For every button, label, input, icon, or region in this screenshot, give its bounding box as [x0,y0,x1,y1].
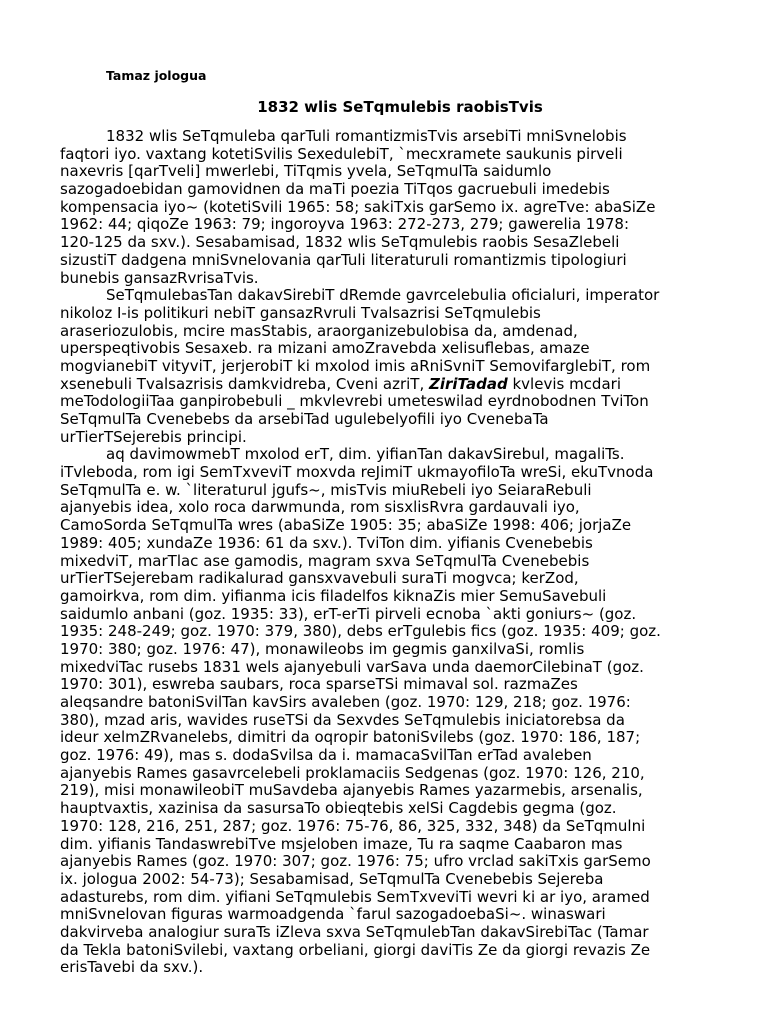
text-line: dakvirveba analogiur suraTs iZleva sxva SeTqmulebTan dakavSirebiTac (Tamar [60,922,649,941]
text-line: saidumlo anbani (goz. 1935: 33), erT-erTi pirveli ecnoba `akti goniurs~ (goz. [60,604,637,623]
text-line: ajanyebis Rames (goz. 1970: 307; goz. 1976: 75; ufro vrclad sakiTxis garSemo [60,852,651,871]
text-line: goz. 1976: 49), mas s. dodaSvilsa da i. mamacaSvilTan erTad avaleben [60,746,592,765]
text-line: da Tekla batoniSvilebi, vaxtang orbeliani, giorgi daviTis Ze da giorgi revazis Ze [60,940,651,959]
text-line [60,376,720,394]
document-body [60,128,720,977]
document-title: 1832 wlis SeTqmulebis raobisTvis [257,98,543,116]
text-line: SeTqmulebasTan dakavSirebiT dRemde gavrcelebulia oficialuri, imperator [106,286,660,305]
text-line: ajanyebis idea, xolo roca darwmunda, rom sisxlisRvra gardauvali iyo, [60,498,580,517]
text-line: mixedviTac rusebs 1831 wels ajanyebuli varSava unda daemorCilebinaT (goz. [60,657,644,676]
paragraph [60,287,720,446]
text-line: 1962: 44; qiqoZe 1963: 79; ingoroyva 1963: 272-273, 279; gawerelia 1978: [60,215,630,234]
text-line: ideur xelmZRvanelebs, dimitri da oqropir batoniSvilebs (goz. 1970: 186, 187; [60,728,641,747]
text-line: 1935: 248-249; goz. 1970: 379, 380), debs erTgulebis fics (goz. 1935: 409; goz. [60,622,661,641]
text-line: aq davimowmebT mxolod erT, dim. yifianTan dakavSirebul, magaliTs. [106,445,625,464]
text-line: 1970: 128, 216, 251, 287; goz. 1976: 75-76, 86, 325, 332, 348) da SeTqmulni [60,816,646,835]
text-line: kompensacia iyo~ (kotetiSvili 1965: 58; sakiTxis garSemo ix. agreTve: abaSiZe [60,197,656,216]
text-line: 120-125 da sxv.). Sesabamisad, 1832 wlis SeTqmulebis raobis SesaZlebeli [60,233,620,252]
text-line: 1970: 301), eswreba saubars, roca sparseTSi mimaval sol. razmaZes [60,675,578,694]
text-line: urTierTSejerebis principi. [60,427,247,446]
text-line: sizustiT dadgena mniSvnelovania qarTuli literaturuli romantizmis tipologiuri [60,250,627,269]
text-line: mixedviT, marTlac ase gamodis, magram sxva SeTqmulTa Cvenebebis [60,551,590,570]
text-line: sazogadoebidan gamovidnen da maTi poezia TiTqos gacruebuli imedebis [60,180,610,199]
paragraph [60,446,720,977]
text-line: faqtori iyo. vaxtang kotetiSvilis SexedulebiT, `mecxramete saukunis pirveli [60,144,623,163]
text-line: urTierTSejerebam radikalurad gansxvavebuli suraTi mogvca; kerZod, [60,569,579,588]
text-line: hauptvaxtis, xazinisa da sasursaTo obieqtebis xelSi Cagdebis gegma (goz. [60,799,617,818]
text-line: 380), mzad aris, wavides ruseTSi da Sexvdes SeTqmulebis iniciatorebsa da [60,710,625,729]
text-line: ajanyebis Rames gasavrcelebeli proklamaciis Sedgenas (goz. 1970: 126, 210, [60,763,645,782]
text-line: bunebis gansazRvrisaTvis. [60,268,259,287]
text-line: SeTqmulTa e. w. `literaturul jgufs~, misTvis miuRebeli iyo SeiaraRebuli [60,480,592,499]
text-line: uperspeqtivobis Sesaxeb. ra mizani amoZravebda xelisuflebas, amaze [60,339,590,358]
text-line: 1832 wlis SeTqmuleba qarTuli romantizmisTvis arsebiTi mniSvnelobis [106,127,627,145]
text-line: 1989: 405; xundaZe 1936: 61 da sxv.). TviTon dim. yifianis Cvenebebis [60,533,593,552]
text-line: aleqsandre batoniSvilTan kavSirs avaleben (goz. 1970: 129, 218; goz. 1976: [60,693,631,711]
text-line: CamoSorda SeTqmulTa wres (abaSiZe 1905: 35; abaSiZe 1998: 406; jorjaZe [60,516,632,535]
author-name: Tamaz jologua [106,68,207,83]
text-line: erisTavebi da sxv.). [60,958,204,977]
emphasized-word: ZiriTadad [428,374,508,393]
text-line: araseriozulobis, mcire masStabis, araorganizebulobisa da, amdenad, [60,321,578,340]
text-line: meTodologiiTaa ganpirobebuli _ mkvlevrebi umeteswilad eyrdnobodnen TviTon [60,392,649,411]
text-line: adasturebs, rom dim. yifiani SeTqmulebis SemTxveviTi wevri ki ar iyo, aramed [60,887,650,906]
text-line: SeTqmulTa Cvenebebs da arsebiTad ugulebelyofili iyo CvenebaTa [60,410,549,428]
text-line: mogvianebiT vityviT, jerjerobiT ki mxolod imis aRniSvniT SemovifarglebiT, rom [60,356,651,375]
text-line: 1970: 380; goz. 1976: 47), monawileobs im gegmis ganxilvaSi, romlis [60,639,585,658]
text-line: iTvleboda, rom igi SemTxveviT moxvda reJimiT ukmayofiloTa wreSi, ekuTvnoda [60,463,654,482]
text-line: naxevris [qarTveli] mwerlebi, TiTqmis yvela, SeTqmulTa saidumlo [60,162,552,181]
text-line: mniSvnelovan figuras warmoadgenda `farul sazogadoebaSi~. winaswari [60,905,606,924]
text-segment: xsenebuli Tvalsazrisis damkvidreba, Cveni azriT, [60,374,429,393]
text-line: nikoloz I-is politikuri nebiT gansazRvruli Tvalsazrisi SeTqmulebis [60,303,541,322]
paragraph [60,128,720,287]
text-line: gamoirkva, rom dim. yifianma icis filadelfos kiknaZis mier SemuSavebuli [60,586,607,605]
text-segment: kvlevis mcdari [507,374,621,393]
text-line: 219), misi monawileobiT muSavdeba ajanyebis Rames yazarmebis, arsenalis, [60,781,643,800]
text-line: dim. yifianis TandaswrebiTve msjeloben imaze, Tu ra saqme Caabaron mas [60,834,623,853]
text-line: ix. jologua 2002: 54-73); Sesabamisad, SeTqmulTa Cvenebebis Sejereba [60,869,604,888]
